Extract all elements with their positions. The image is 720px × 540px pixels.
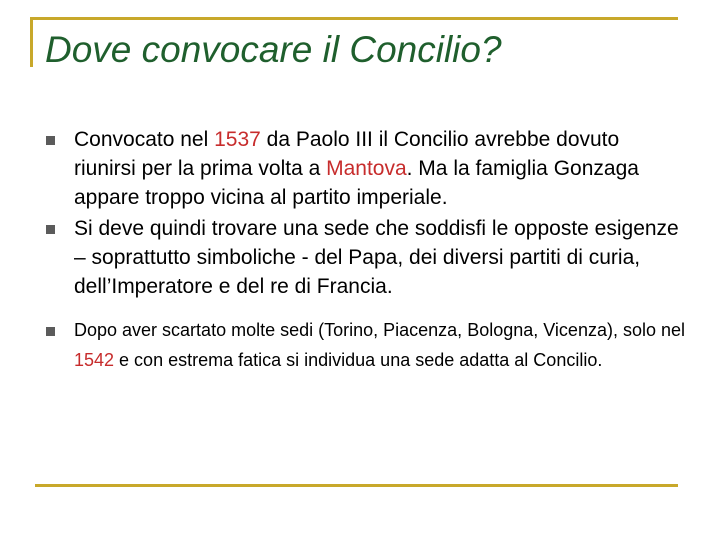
year-1542-highlight: 1542: [74, 350, 115, 370]
square-bullet-icon: [46, 225, 55, 234]
slide-title: Dove convocare il Concilio?: [45, 29, 502, 70]
square-bullet-icon: [46, 327, 55, 336]
frame-bottom-rule: [35, 484, 678, 487]
bullet-item-esigenze: [46, 214, 686, 301]
frame-top-rule: [30, 17, 678, 20]
year-1537-highlight: 1537: [214, 128, 261, 151]
bullet-item-sede: [46, 315, 686, 375]
bullet-text-segment: da Paolo III il Concilio avrebbe dovuto riunirsi per la prima volta a: [74, 128, 620, 180]
bullet-text: Si deve quindi trovare una sede che soddisfi le opposte esigenze – soprattutto simboliche - del Papa, dei diversi partiti di curia, dell’Imperatore e del re di Francia.: [74, 217, 679, 298]
bullet-list: [46, 120, 686, 375]
bullet-item-mantova: [46, 125, 686, 212]
bullet-text-segment: e con estrema fatica si individua una sede adatta al Concilio.: [114, 350, 603, 370]
bullet-text-segment: Dopo aver scartato molte sedi (Torino, Piacenza, Bologna, Vicenza), solo nel: [74, 320, 685, 340]
mantova-highlight: Mantova: [326, 157, 407, 180]
bullet-text-segment: Convocato nel: [74, 128, 215, 151]
square-bullet-icon: [46, 136, 55, 145]
bullet-text-segment: . Ma la famiglia Gonzaga appare troppo vicina al partito imperiale.: [74, 157, 639, 209]
frame-left-rule: [30, 17, 33, 67]
